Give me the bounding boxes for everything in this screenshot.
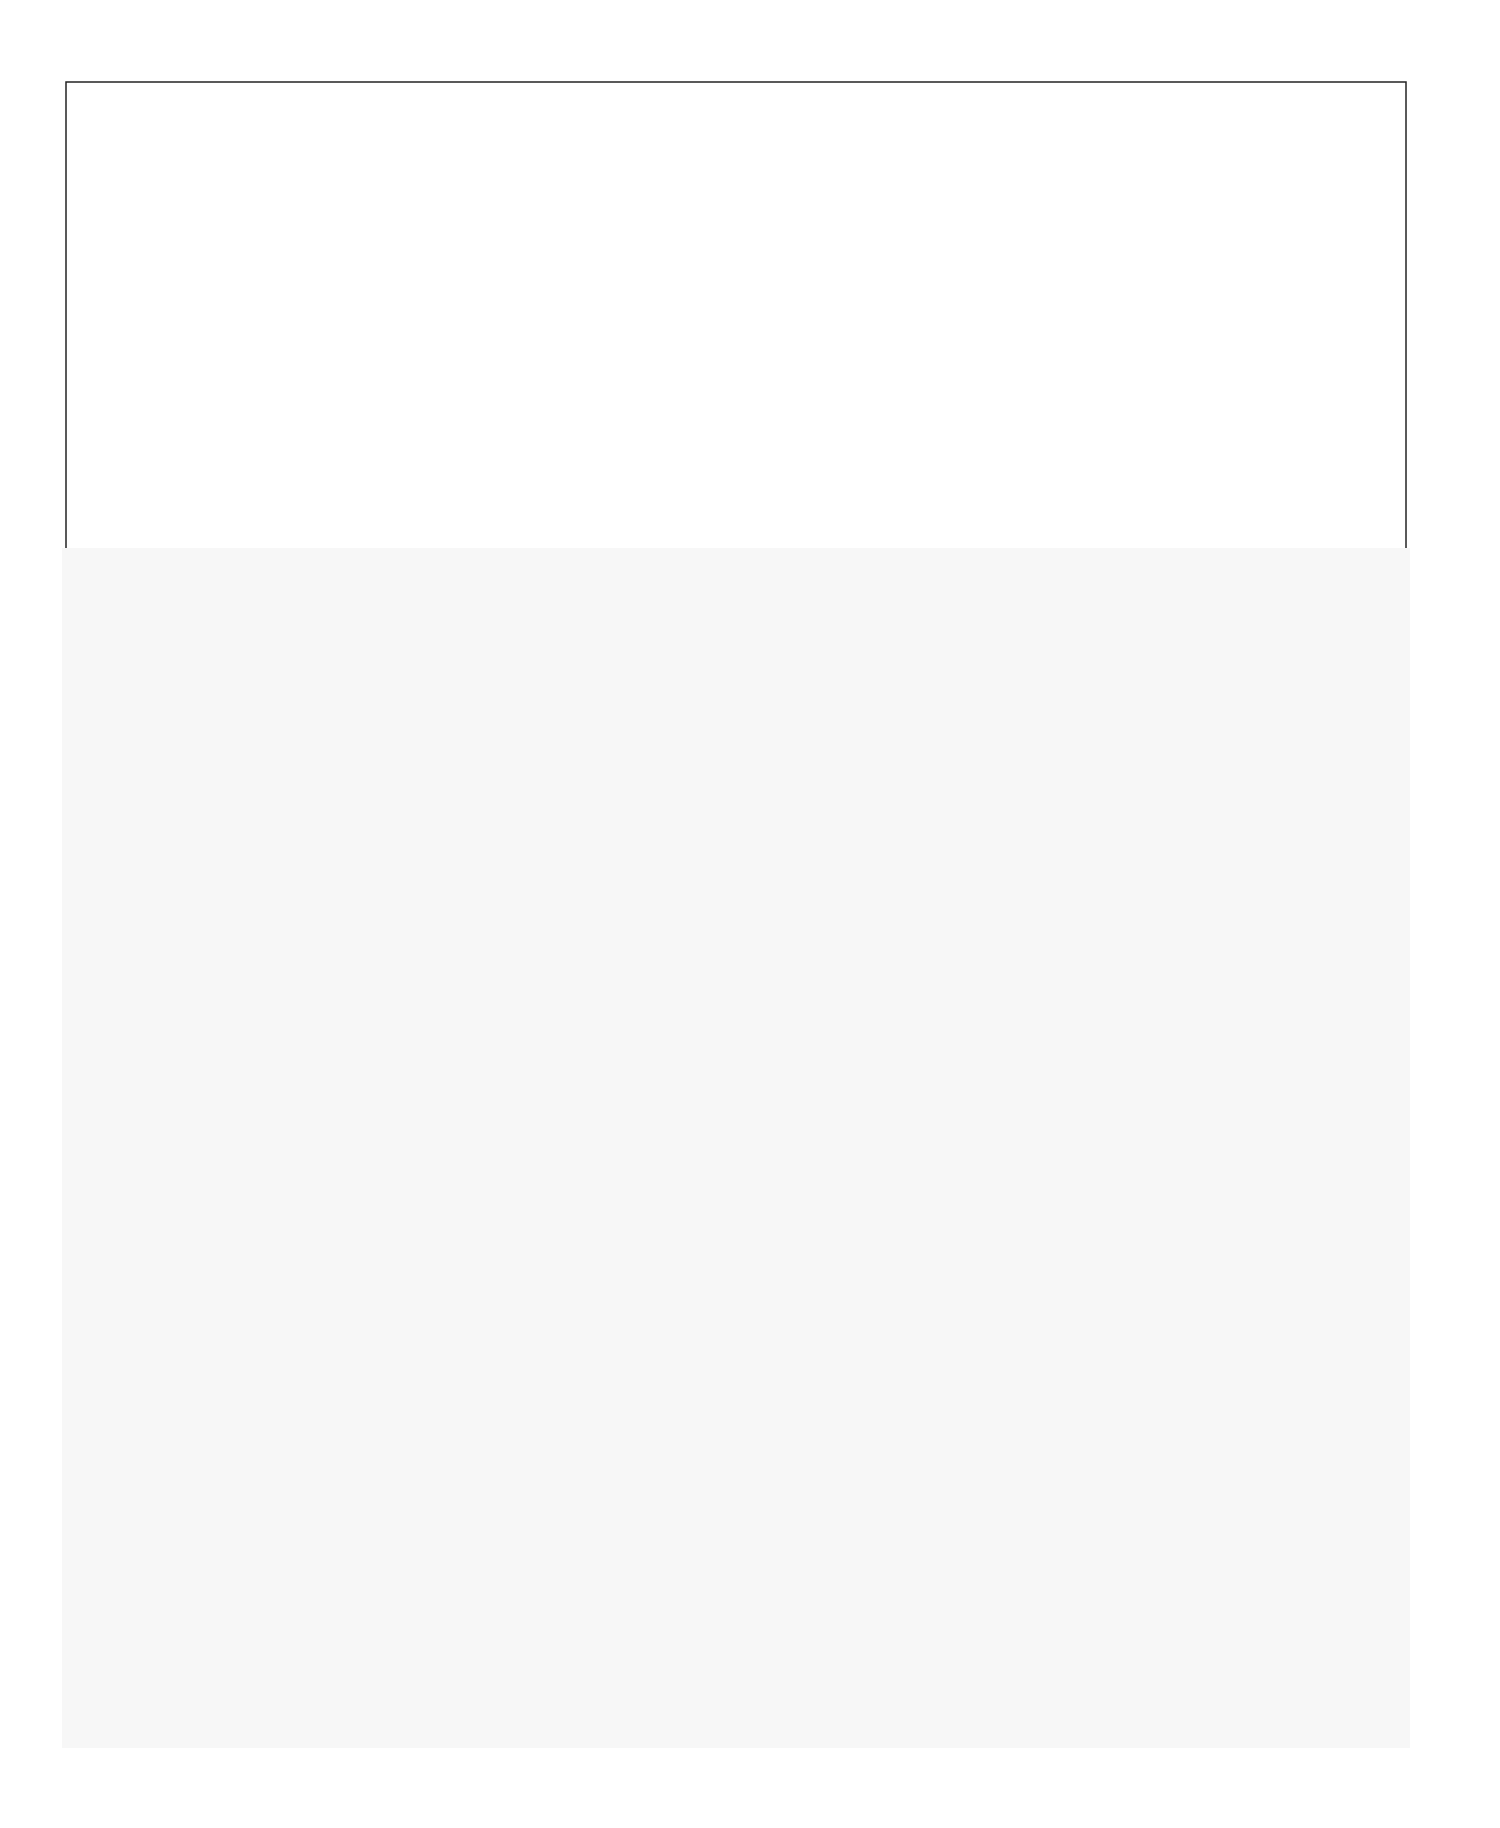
blurred-diagram-area <box>62 548 1410 1748</box>
